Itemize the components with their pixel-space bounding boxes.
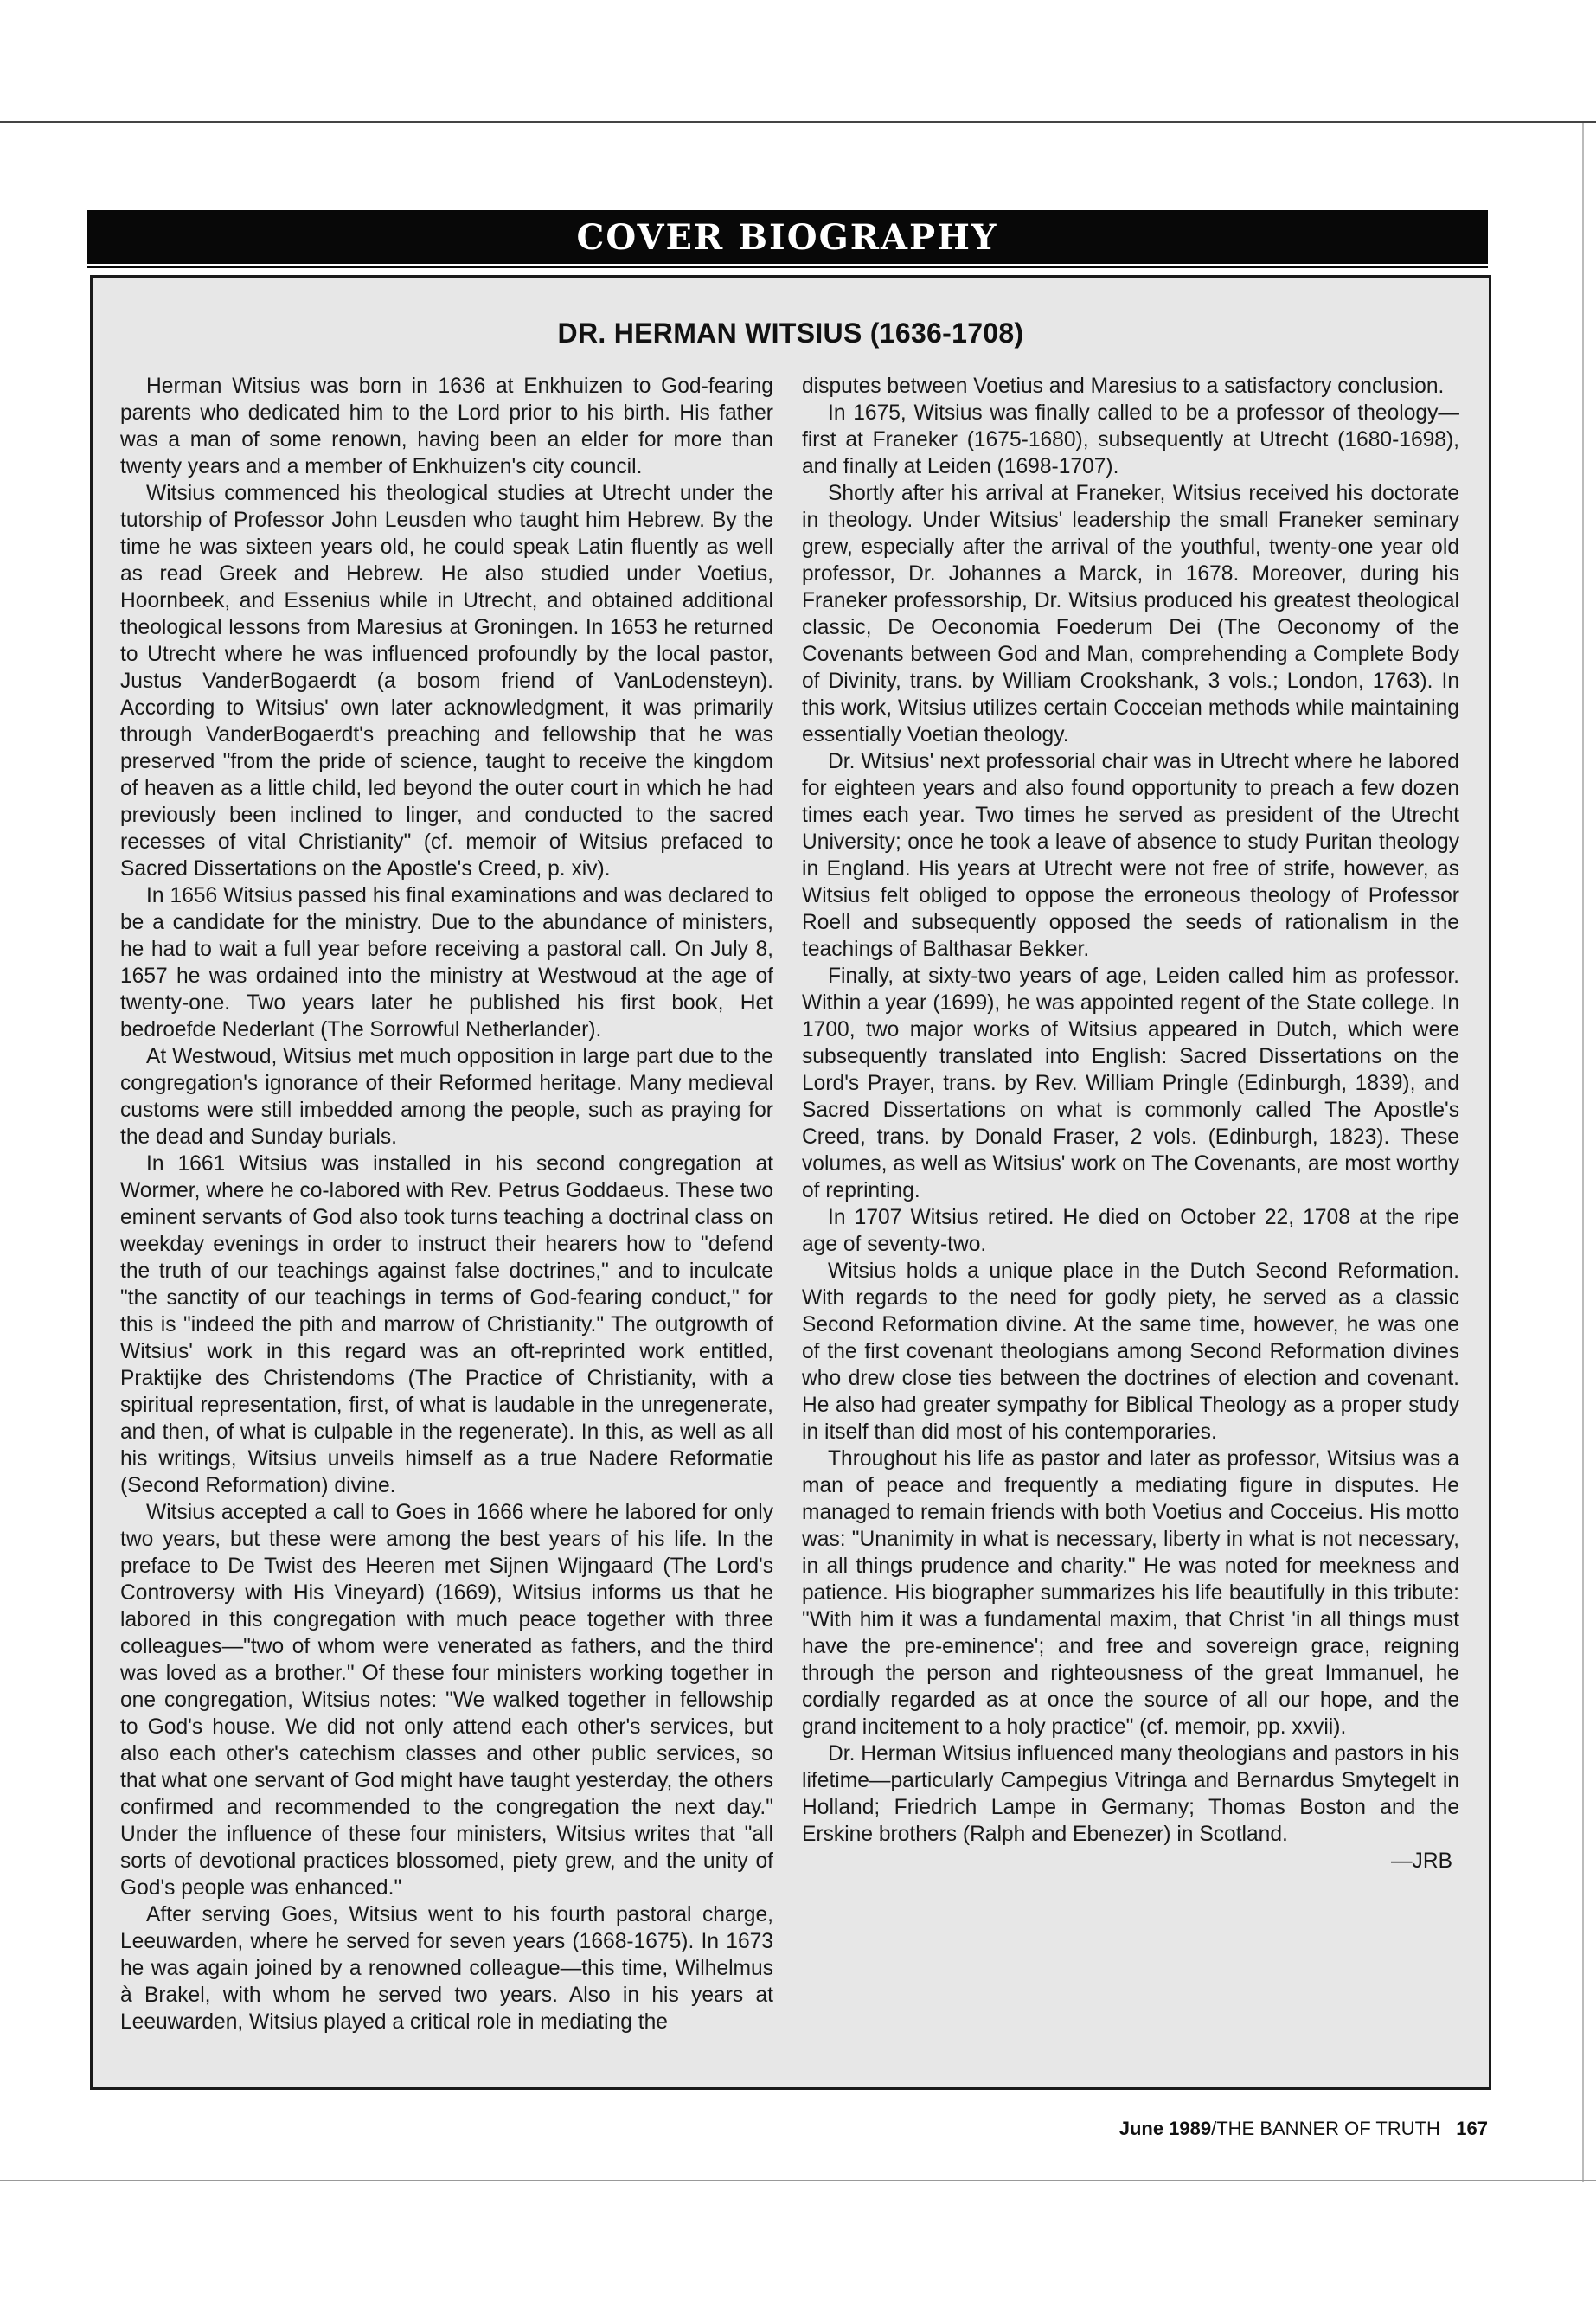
paragraph-leiden: Finally, at sixty-two years of age, Leiden called him as professor. Within a year (1699), he was appointed regent of the State college. In 1700, two major works of Witsius appeared in Dutch, which were subsequently translated into English: Sacred Dissertations on the Lord's Prayer, trans. by Rev. William Pringle (Edinburgh, 1839), and Sacred Dissertations on what is commonly called The Apostle's Creed, trans. by Donald Fraser, 2 vols. (Edinburgh, 1823). These volumes, as well as Witsius' work on The Covenants, are most worthy of reprinting. [802, 965, 1459, 1202]
paragraph-influence: Dr. Herman Witsius influenced many theologians and pastors in his lifetime—particularly Campegius Vitringa and Bernardus Smytegelt in Holland; Friedrich Lampe in Germany; Thomas Boston and the Erskine brothers (Ralph and Ebenezer) in Scotland. [802, 1742, 1459, 1846]
left-column [120, 373, 773, 2035]
footer-date: June 1989 [1118, 2118, 1212, 2139]
paragraph-goes: Witsius accepted a call to Goes in 1666 where he labored for only two years, but these were among the best years of his life. In the preface to De Twist des Heeren met Sijnen Wijngaard (The Lord's Controversy with His Vineyard) (1669), Witsius informs us that he labored in this congregation with much peace together with three colleagues—"two of whom were venerated as fathers, and the third was loved as a brother." Of these four ministers working together in one congregation, Witsius notes: "We walked together in fellowship to God's house. We did not only attend each other's services, but also each other's catechism classes and other public services, so that what one servant of God might have taught yesterday, the others confirmed and recommended to the congregation the next day." Under the influence of these four ministers, Witsius writes that "all sorts of devotional practices blossomed, piety grew, and the unity of God's people was enhanced." [120, 1501, 773, 1900]
paragraph-professorships: In 1675, Witsius was finally called to be a professor of theology—first at Franeker (1675-1680), subsequently at Utrecht (1680-1698), and finally at Leiden (1698-1707). [802, 401, 1459, 478]
paragraph-ordination: In 1656 Witsius passed his final examinations and was declared to be a candidate for the ministry. Due to the abundance of ministers, he had to wait a full year before receiving a pastoral call. On July 8, 1657 he was ordained into the ministry at Westwoud at the age of twenty-one. Two years later he published his first book, Het bedroefde Nederlant (The Sorrowful Netherlander). [120, 884, 773, 1042]
paragraph-utrecht: Dr. Witsius' next professorial chair was in Utrecht where he labored for eighteen years and also found opportunity to preach a few dozen times each year. Two times he served as president of the Utrecht University; once he took a leave of absence to study Puritan theology in England. His years at Utrecht were not free of strife, however, as Witsius felt obliged to oppose the erroneous theology of Professor Roell and subsequently opposed the seeds of rationalism in the teachings of Balthasar Bekker. [802, 750, 1459, 961]
paragraph-man-of-peace: Throughout his life as pastor and later as professor, Witsius was a man of peace and frequently a mediating figure in disputes. He managed to remain friends with both Voetius and Cocceius. His motto was: "Unanimity in what is necessary, liberty in what is not necessary, in all things prudence and charity." He was noted for meekness and patience. His biographer summarizes his life beautifully in this tribute: "With him it was a fundamental maxim, that Christ 'in all things must have the pre-eminence'; and free and sovereign grace, reigning through the person and righteousness of the great Immanuel, he cordially regarded as at once the source of all our hope, and the grand incitement to a holy practice" (cf. memoir, pp. xxvii). [802, 1447, 1459, 1739]
page-footer [900, 2118, 1488, 2140]
page-edge [1582, 123, 1584, 2182]
paragraph-birth: Herman Witsius was born in 1636 at Enkhuizen to God-fearing parents who dedicated him to the Lord prior to his birth. His father was a man of some renown, having been an elder for more than twenty years and a member of Enkhuizen's city council. [120, 375, 773, 478]
top-rule [0, 121, 1596, 123]
paragraph-studies: Witsius commenced his theological studies at Utrecht under the tutorship of Professor John Leusden who taught him Hebrew. By the time he was sixteen years old, he could speak Latin fluently as well as read Greek and Hebrew. He also studied under Voetius, Hoornbeek, and Essenius while in Utrecht, and obtained additional theological lessons from Maresius at Groningen. In 1653 he returned to Utrecht where he was influenced profoundly by the local pastor, Justus VanderBogaerdt (a bosom friend of VanLodensteyn). According to Witsius' own later acknowledgment, it was primarily through VanderBogaerdt's preaching and fellowship that he was preserved "from the pride of science, taught to receive the kingdom of heaven as a little child, led beyond the outer court in which he had previously been inclined to linger, and conducted to the sacred recesses of vital Christianity" (cf. memoir of Witsius prefaced to Sacred Dissertations on the Apostle's Creed, p. xiv). [120, 482, 773, 881]
right-column [802, 373, 1459, 1875]
paragraph-franeker: Shortly after his arrival at Franeker, Witsius received his doctorate in theology. Under Witsius' leadership the small Franeker seminary grew, especially after the arrival of the youthful, twenty-one year old professor, Dr. Johannes a Marck, in 1678. Moreover, during his Franeker professorship, Dr. Witsius produced his greatest theological classic, De Oeconomia Foederum Dei (The Oeconomy of the Covenants between God and Man, comprehending a Complete Body of Divinity, trans. by William Crookshank, 3 vols.; London, 1763). In this work, Witsius utilizes certain Cocceian methods while maintaining essentially Voetian theology. [802, 482, 1459, 747]
paragraph-leeuwarden: After serving Goes, Witsius went to his fourth pastoral charge, Leeuwarden, where he served for seven years (1668-1675). In 1673 he was again joined by a renowned colleague—this time, Wilhelmus à Brakel, with whom he served two years. Also in his years at Leeuwarden, Witsius played a critical role in mediating the [120, 1903, 773, 2034]
paragraph-wormer: In 1661 Witsius was installed in his second congregation at Wormer, where he co-labored with Rev. Petrus Goddaeus. These two eminent servants of God also took turns teaching a doctrinal class on weekday evenings in order to instruct their hearers how to "defend the truth of our teachings against false doctrines," and to inculcate "the sanctity of our teachings in terms of God-fearing conduct," for this is "indeed the pith and marrow of Christianity." The outgrowth of Witsius' work in this regard was an oft-reprinted work entitled, Praktijke des Christendoms (The Practice of Christianity, with a spiritual representation, first, of what is laudable in the unregenerate, and then, of what is culpable in the regenerate). In this, as well as all his writings, Witsius unveils himself as a true Nadere Reformatie (Second Reformation) divine. [120, 1152, 773, 1497]
paragraph-unique-place: Witsius holds a unique place in the Dutch Second Reformation. With regards to the need for godly piety, he served as a classic Second Reformation divine. At the same time, however, he was one of the first covenant theologians among Second Reformation divines who drew close ties between the doctrines of election and covenant. He also had greater sympathy for Biblical Theology as a proper study in itself than did most of his contemporaries. [802, 1259, 1459, 1444]
article-panel [90, 275, 1491, 2090]
article-title: DR. HERMAN WITSIUS (1636-1708) [557, 317, 1024, 349]
paragraph-retirement: In 1707 Witsius retired. He died on October 22, 1708 at the ripe age of seventy-two. [802, 1206, 1459, 1256]
page-number: 167 [1456, 2118, 1488, 2139]
banner-underline [87, 266, 1488, 268]
bottom-rule [0, 2180, 1596, 2181]
paragraph-disputes-continued: disputes between Voetius and Maresius to a satisfactory conclusion. [802, 375, 1445, 398]
footer-publication: /THE BANNER OF TRUTH [1211, 2118, 1440, 2139]
author-signature: —JRB [1390, 1849, 1452, 1873]
paragraph-westwoud: At Westwoud, Witsius met much opposition in large part due to the congregation's ignorance of their Reformed heritage. Many medieval customs were still imbedded among the people, such as praying for the dead and Sunday burials. [120, 1045, 773, 1149]
section-banner: COVER BIOGRAPHY [87, 210, 1488, 264]
